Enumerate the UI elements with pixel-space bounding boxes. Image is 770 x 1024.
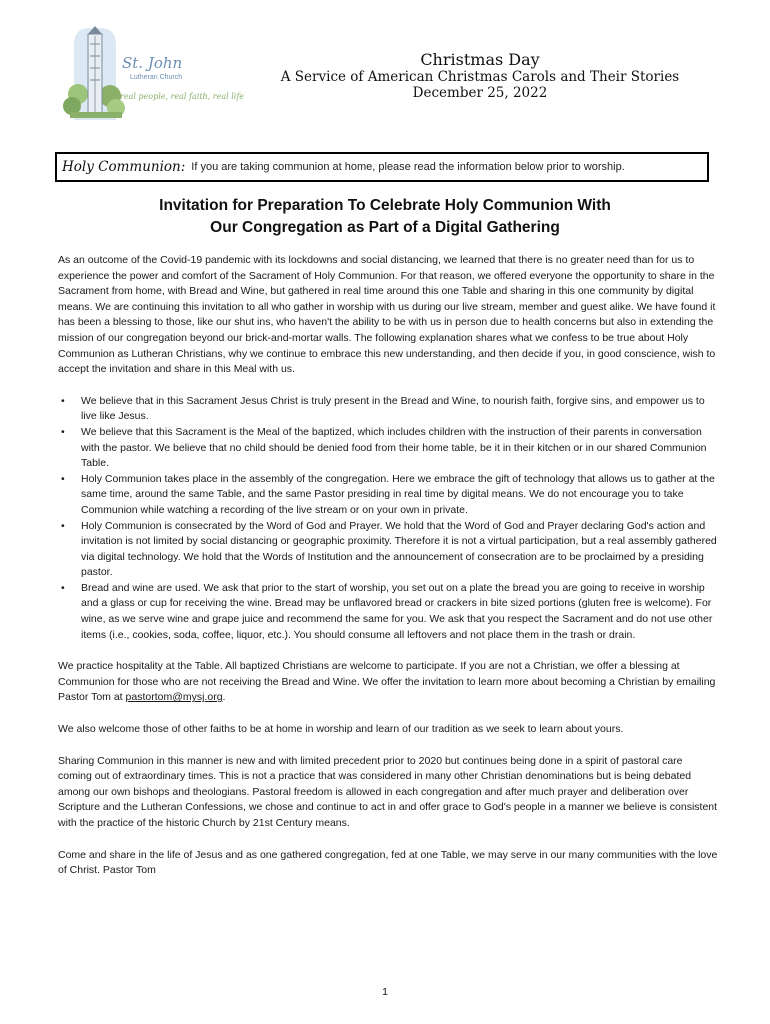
list-item (58, 425, 718, 472)
notice-label: Holy Communion: (62, 159, 186, 175)
pastor-email-link[interactable]: pastortom@mysj.org (125, 691, 223, 704)
beliefs-list (58, 394, 718, 644)
hospitality-end: . (222, 691, 226, 704)
sharing-paragraph: Sharing Communion in this manner is new and with limited precedent prior to 2020 but continues being done in a spirit of pastoral care coming out of extraordinary times. This is not a practice that was considered in many other Christian denominations but is being debated among our own bishops and theologians. Pastoral freedom is allowed in each congregation and after much prayer and deliberation over Scripture and the Lutheran Confessions, we chose and continue to act in and offer grace to God's people in a manner we believe is consistent with the practice of the historic Church by 21st Century means. (58, 754, 718, 829)
logo-church-subtitle: Lutheran Church (130, 74, 183, 81)
invitation-body (58, 253, 718, 895)
service-header (260, 50, 700, 101)
list-item (58, 581, 718, 643)
intro-paragraph: As an outcome of the Covid-19 pandemic with its lockdowns and social distancing, we learned that there is no greater need than for us to experience the power and comfort of the Sacrament of Holy Communion. For that reason, we offered everyone the opportunity to share in the Sacrament from home, with Bread and Wine, but gathered in real time around this one Table and sharing in this one community by digital means. We are continuing this invitation to all who gather in worship with us during our live stream, member and guest alike. We have found it has been a blessing to those, like our shut ins, who haven't the ability to be with us in person due to health concerns but also in extending the mission of our congregation beyond our brick-and-mortar walls. The following explanation shares what we confess to be true about Holy Communion as Lutheran Christians, why we continue to embrace this new understanding, and then decide if you, in good conscience, wish to accept the invitation and share in this Meal with us. (58, 254, 716, 376)
service-date: December 25, 2022 (412, 85, 548, 101)
notice-text: If you are taking communion at home, please read the information below prior to worship. (191, 161, 625, 173)
list-item (58, 519, 718, 581)
belief-text: Holy Communion takes place in the assembly of the congregation. Here we embrace the gift of technology that allows us to gather at the same time, around the same Table, and the same Pastor presiding in real time by digital means. We do not encourage you to take Communion while watching a recording of the live stream or on your own in private. (81, 472, 715, 516)
list-item (58, 394, 718, 425)
hospitality-text: We practice hospitality at the Table. All baptized Christians are welcome to participate. If you are not a Christian, we offer a blessing at Communion for those who are not receiving the Bread and Wine. We offer the invitation to learn more about becoming a Christian by emailing Pastor Tom at (58, 660, 716, 704)
service-title: Christmas Day (420, 50, 540, 69)
bullet-icon: • (61, 425, 65, 438)
service-subtitle: A Service of American Christmas Carols and Their Stories (280, 69, 680, 85)
logo-tagline: real people, real faith, real life (120, 92, 245, 101)
invitation-heading (60, 195, 710, 239)
closing-paragraph: Come and share in the life of Jesus and as one gathered congregation, fed at one Table, we may serve in our many communities with the love of Christ. Pastor Tom (58, 848, 718, 877)
bullet-icon: • (61, 472, 65, 485)
logo-church-name: St. John (122, 54, 183, 72)
church-logo (60, 24, 245, 124)
bullet-icon: • (61, 519, 65, 532)
bullet-icon: • (61, 394, 65, 407)
hospitality-paragraph (58, 659, 718, 706)
welcome-paragraph: We also welcome those of other faiths to be at home in worship and learn of our tradition as we seek to learn about yours. (58, 723, 624, 736)
holy-communion-notice (55, 152, 709, 182)
belief-text: Bread and wine are used. We ask that prior to the start of worship, you set out on a plate the bread you are going to receive in worship and a glass or cup for receiving the wine. Bread may be unflavored bread or crackers in bite sized portions (gluten free is welcome). For wine, as we serve wine and grape juice and recommend the same for you. We ask that you respect the Sacrament and do not use other items (i.e., cookies, soda, coffee, liquor, etc.). You should consume all leftovers and not place them in the trash or drain. (81, 581, 713, 641)
bullet-icon: • (61, 581, 65, 594)
belief-text: Holy Communion is consecrated by the Word of God and Prayer. We hold that the Word of God and Prayer declaring God's action and invitation is not limited by social distancing or geographic proximity. Therefore it is not a virtual participation, but a real assembly gathered via digital technology. We hold that the Words of Institution and the announcement of consecration are to be proclaimed by a presiding pastor. (81, 519, 717, 579)
page-number: 1 (382, 986, 388, 998)
list-item (58, 472, 718, 519)
heading-line-1: Invitation for Preparation To Celebrate Holy Communion With (159, 197, 611, 214)
belief-text: We believe that this Sacrament is the Meal of the baptized, which includes children with the instruction of their parents in conversation with the pastor. We believe that no child should be denied food from their home table, be it in their kitchen or in our shared Communion Table. (81, 425, 707, 470)
heading-line-2: Our Congregation as Part of a Digital Gathering (210, 219, 560, 236)
belief-text: We believe that in this Sacrament Jesus Christ is truly present in the Bread and Wine, to nourish faith, forgive sins, and empower us to live like Jesus. (81, 394, 705, 423)
